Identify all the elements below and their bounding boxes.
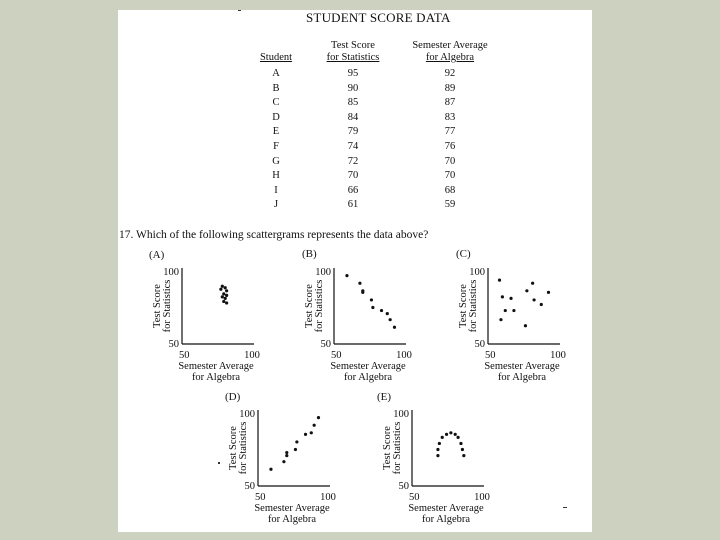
- y-tick-label: 100: [163, 267, 179, 278]
- scatter-point: [313, 424, 316, 427]
- scatter-point: [459, 442, 462, 445]
- table-cell-algebra-average: 70: [444, 170, 456, 182]
- x-axis-title: for Algebra: [497, 372, 547, 383]
- y-tick-label: 50: [398, 481, 409, 492]
- scatter-point: [509, 297, 512, 300]
- table-cell-algebra-average: 83: [444, 111, 456, 123]
- x-tick-label: 100: [396, 350, 412, 361]
- scatter-point: [380, 309, 383, 312]
- y-tick-label: 50: [320, 339, 331, 350]
- scatter-point: [219, 288, 222, 291]
- table-cell-algebra-average: 68: [444, 184, 456, 196]
- scatter-point: [436, 448, 439, 451]
- y-tick-label: 100: [469, 267, 485, 278]
- scatter-point: [462, 454, 465, 457]
- header-test-line2: for Statistics: [326, 52, 380, 63]
- scan-speck: [238, 10, 241, 11]
- table-cell-test-score: 70: [347, 170, 359, 182]
- table-cell-student: H: [272, 170, 280, 182]
- scatter-point: [524, 324, 527, 327]
- header-student-label: Student: [259, 52, 293, 63]
- scatter-point: [498, 279, 501, 282]
- scatter-point: [310, 431, 313, 434]
- table-cell-student: D: [272, 111, 280, 123]
- scatter-point: [499, 318, 502, 321]
- header-student: [246, 52, 306, 64]
- table-cell-student: G: [272, 155, 280, 167]
- scatter-point: [285, 451, 288, 454]
- scatter-point: [449, 431, 452, 434]
- scatter-point: [540, 303, 543, 306]
- scattergram-d[interactable]: [214, 402, 364, 530]
- table-title: STUDENT SCORE DATA: [306, 10, 451, 25]
- scatter-point: [358, 282, 361, 285]
- y-tick-label: 50: [474, 339, 485, 350]
- table-cell-algebra-average: 87: [444, 97, 456, 109]
- x-axis-title: for Algebra: [343, 372, 393, 383]
- scattergram-c[interactable]: [444, 260, 594, 388]
- y-axis-title: Test Score: [458, 284, 469, 328]
- scatter-point: [454, 433, 457, 436]
- table-cell-test-score: 85: [347, 97, 359, 109]
- scatter-point: [222, 300, 225, 303]
- table-cell-algebra-average: 77: [444, 126, 456, 138]
- table-cell-student: J: [273, 199, 279, 211]
- scatter-point: [438, 442, 441, 445]
- header-test-line1: Test Score: [331, 40, 375, 51]
- x-axis-title: Semester Average: [408, 503, 484, 514]
- option-e-label: (E): [377, 391, 392, 403]
- table-cell-test-score: 90: [347, 82, 359, 94]
- x-axis-title: Semester Average: [484, 361, 560, 372]
- question-17: 17. Which of the following scattergrams represents the data above?: [119, 229, 429, 241]
- scattergram-b[interactable]: [290, 260, 440, 388]
- header-avg-line1: Semester Average: [412, 40, 488, 51]
- scatter-point: [224, 297, 227, 300]
- scatter-point: [386, 312, 389, 315]
- scatter-point: [224, 286, 227, 289]
- scatter-point: [501, 295, 504, 298]
- y-axis-title: Test Score: [382, 426, 393, 470]
- scatter-point: [532, 298, 535, 301]
- column-student: [246, 67, 306, 213]
- option-b-label: (B): [302, 248, 317, 260]
- table-cell-test-score: 72: [347, 155, 359, 167]
- y-axis-title: for Statistics: [162, 279, 173, 333]
- y-tick-label: 50: [244, 481, 255, 492]
- column-test-score: [313, 67, 393, 213]
- x-tick-label: 50: [485, 350, 496, 361]
- scatter-point: [361, 291, 364, 294]
- scatter-point: [371, 306, 374, 309]
- table-cell-student: C: [272, 97, 280, 109]
- scatter-point: [393, 326, 396, 329]
- scatter-point: [225, 301, 228, 304]
- scatter-point: [456, 436, 459, 439]
- worksheet-page: [118, 10, 592, 532]
- header-algebra-average: [400, 40, 500, 64]
- x-tick-label: 50: [255, 492, 266, 503]
- table-cell-test-score: 61: [347, 199, 359, 211]
- table-cell-algebra-average: 89: [444, 82, 456, 94]
- table-cell-algebra-average: 70: [444, 155, 456, 167]
- y-axis-title: Test Score: [152, 284, 163, 328]
- x-tick-label: 100: [320, 492, 336, 503]
- x-tick-label: 50: [331, 350, 342, 361]
- scatter-point: [504, 309, 507, 312]
- y-tick-label: 100: [315, 267, 331, 278]
- y-axis-title: for Statistics: [392, 421, 403, 475]
- scatter-point: [445, 433, 448, 436]
- scatter-point: [221, 295, 224, 298]
- scatter-point: [547, 291, 550, 294]
- scatter-point: [525, 289, 528, 292]
- x-tick-label: 50: [409, 492, 420, 503]
- x-tick-label: 100: [474, 492, 490, 503]
- scatter-point: [294, 448, 297, 451]
- scatter-point: [441, 436, 444, 439]
- x-tick-label: 100: [244, 350, 260, 361]
- y-axis-title: Test Score: [304, 284, 315, 328]
- y-tick-label: 100: [239, 409, 255, 420]
- y-axis-title: for Statistics: [314, 279, 325, 333]
- scatter-point: [436, 454, 439, 457]
- scatter-point: [269, 468, 272, 471]
- table-cell-test-score: 66: [347, 184, 359, 196]
- scattergram-a[interactable]: [138, 260, 288, 388]
- scatter-point: [282, 460, 285, 463]
- scattergram-e[interactable]: [368, 402, 518, 530]
- header-test-score: [313, 40, 393, 64]
- scatter-point: [304, 433, 307, 436]
- scatter-point: [461, 448, 464, 451]
- scatter-point: [222, 292, 225, 295]
- y-tick-label: 50: [168, 339, 179, 350]
- header-avg-line2: for Algebra: [425, 52, 475, 63]
- table-cell-algebra-average: 92: [444, 68, 456, 79]
- scatter-point: [531, 282, 534, 285]
- y-tick-label: 100: [393, 409, 409, 420]
- scatter-point: [370, 298, 373, 301]
- option-a-label: (A): [149, 249, 165, 261]
- scatter-point: [317, 416, 320, 419]
- table-cell-test-score: 84: [347, 111, 359, 123]
- column-algebra-average: [400, 67, 500, 213]
- x-axis-title: for Algebra: [191, 372, 241, 383]
- x-axis-title: Semester Average: [330, 361, 406, 372]
- table-cell-student: I: [274, 184, 278, 196]
- option-d-label: (D): [225, 391, 241, 403]
- scatter-point: [512, 309, 515, 312]
- x-axis-title: Semester Average: [254, 503, 330, 514]
- x-axis-title: Semester Average: [178, 361, 254, 372]
- table-cell-test-score: 79: [347, 126, 359, 138]
- table-cell-student: B: [272, 82, 280, 94]
- scatter-point: [225, 289, 228, 292]
- table-cell-student: E: [272, 126, 280, 138]
- scan-speck: [218, 462, 220, 464]
- scatter-point: [221, 285, 224, 288]
- table-cell-test-score: 95: [347, 68, 359, 79]
- scatter-point: [345, 274, 348, 277]
- scatter-point: [295, 440, 298, 443]
- x-axis-title: for Algebra: [421, 514, 471, 525]
- scatter-point: [285, 454, 288, 457]
- scatter-point: [389, 318, 392, 321]
- table-cell-student: A: [272, 68, 280, 79]
- y-axis-title: for Statistics: [238, 421, 249, 475]
- table-cell-student: F: [273, 140, 279, 152]
- x-tick-label: 50: [179, 350, 190, 361]
- table-cell-algebra-average: 76: [444, 140, 456, 152]
- table-cell-test-score: 74: [347, 140, 359, 152]
- scatter-point: [225, 294, 228, 297]
- scan-speck: [563, 507, 567, 508]
- x-tick-label: 100: [550, 350, 566, 361]
- option-c-label: (C): [456, 248, 471, 260]
- table-cell-algebra-average: 59: [444, 199, 456, 211]
- x-axis-title: for Algebra: [267, 514, 317, 525]
- y-axis-title: for Statistics: [468, 279, 479, 333]
- y-axis-title: Test Score: [228, 426, 239, 470]
